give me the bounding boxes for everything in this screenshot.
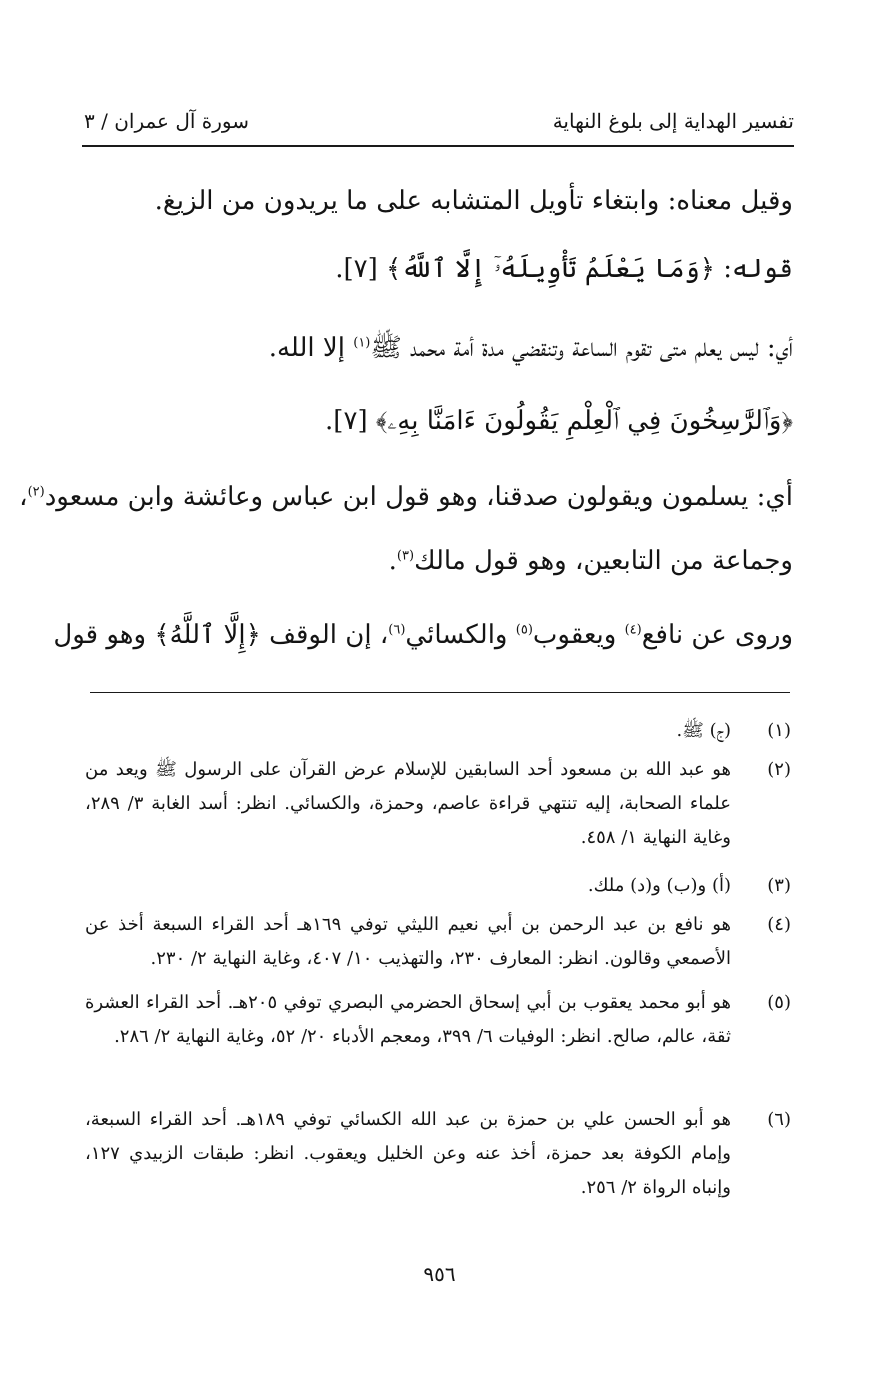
- footnote-4: [85, 908, 791, 976]
- footnote-marker[interactable]: (٥): [515, 622, 533, 638]
- body-text: قوله:: [723, 254, 793, 284]
- body-text: ،: [19, 482, 28, 512]
- verse-reference: [٧].: [335, 254, 378, 284]
- body-text: إلا الله.: [268, 333, 345, 363]
- body-text: أي: يسلمون ويقولون صدقنا، وهو قول ابن عباس وعائشة وابن مسعود: [44, 482, 793, 512]
- body-line-3: [87, 333, 793, 364]
- body-text: ، إن الوقف: [269, 620, 389, 650]
- body-text: أي: ليس يعلم متى تقوم الساعة وتنقضي مدة أمة محمد ﷺ: [370, 333, 793, 363]
- footnote-number: (٤): [767, 914, 791, 935]
- body-line-6: [87, 546, 793, 577]
- footnote-text: (أ) و(ب) و(د) ملك.: [587, 875, 731, 896]
- footnote-marker[interactable]: (٣): [396, 548, 415, 564]
- footnote-number: (٥): [767, 992, 791, 1013]
- body-line-4: [87, 406, 793, 437]
- quran-verse: ﴿وَٱلرَّٰسِخُونَ فِي ٱلْعِلْمِ يَقُولُونَ ءَامَنَّا بِهِۦ﴾: [375, 406, 793, 436]
- footnote-text: (ج) ﷺ.: [676, 720, 731, 741]
- body-text: ويعقوب: [532, 620, 617, 650]
- footnote-2: [85, 753, 791, 855]
- body-text: وهو قول: [53, 620, 147, 650]
- footnote-number: (٢): [767, 759, 791, 780]
- footnote-marker[interactable]: (٦): [388, 622, 406, 638]
- footnote-number: (٦): [767, 1109, 791, 1130]
- footnote-3: [85, 869, 791, 903]
- quran-verse: ﴿إِلَّا ٱللَّهُ﴾: [154, 620, 261, 650]
- page-number: ٩٥٦: [423, 1262, 456, 1286]
- running-header: [82, 103, 794, 147]
- footnote-1: [85, 714, 791, 748]
- footnote-separator: [90, 692, 790, 693]
- body-text: وقيل معناه: وابتغاء تأويل المتشابه على ما يريدون من الزيغ.: [154, 186, 793, 216]
- body-line-2: [87, 254, 793, 285]
- footnote-5: [85, 986, 791, 1054]
- book-title: تفسير الهداية إلى بلوغ النهاية: [552, 109, 794, 133]
- footnote-text: هو أبو محمد يعقوب بن أبي إسحاق الحضرمي البصري توفي ٢٠٥هـ. أحد القراء العشرة ثقة، عالم، صالح. انظر: الوفيات ٦/ ٣٩٩، ومعجم الأدباء ٢٠/ ٥٢، وغاية النهاية ٢/ ٢٨٦.: [85, 992, 732, 1047]
- body-text: .: [388, 546, 397, 576]
- footnote-number: (٣): [767, 875, 791, 896]
- footnote-marker[interactable]: (١): [353, 335, 371, 351]
- footnote-text: هو نافع بن عبد الرحمن بن أبي نعيم الليثي توفي ١٦٩هـ أحد القراء السبعة أخذ عن الأصمعي وقالون. انظر: المعارف ٢٣٠، والتهذيب ١٠/ ٤٠٧، وغاية النهاية ٢/ ٢٣٠.: [85, 914, 731, 969]
- body-line-1: [87, 186, 793, 217]
- body-text: وروى عن نافع: [641, 620, 793, 650]
- body-line-5: [19, 482, 793, 513]
- footnote-number: (١): [767, 720, 791, 741]
- footnote-marker[interactable]: (٤): [624, 622, 642, 638]
- body-line-7: [53, 620, 793, 651]
- quran-verse: ﴿وَمَا يَعْلَمُ تَأْوِيلَهُۥٓ إِلَّا ٱللَّهُ﴾: [386, 254, 716, 284]
- body-text: وجماعة من التابعين، وهو قول مالك: [414, 546, 793, 576]
- footnote-text: هو عبد الله بن مسعود أحد السابقين للإسلام عرض القرآن على الرسول ﷺ ويعد من علماء الصحابة، إليه تنتهي قراءة عاصم، وحمزة، والكسائي. انظر: أسد الغابة ٣/ ٢٨٩، وغاية النهاية ١/ ٤٥٨.: [85, 759, 731, 848]
- body-text: والكسائي: [405, 620, 508, 650]
- verse-reference: [٧].: [325, 406, 368, 436]
- footnote-6: [85, 1103, 791, 1205]
- surah-section: سورة آل عمران / ٣: [84, 109, 250, 133]
- footnote-marker[interactable]: (٢): [27, 484, 45, 500]
- footnote-text: هو أبو الحسن علي بن حمزة بن عبد الله الكسائي توفي ١٨٩هـ. أحد القراء السبعة، وإمام الكوفة بعد حمزة، أخذ عنه وعن الخليل ويعقوب. انظر: طبقات الزبيدي ١٢٧، وإنباه الرواة ٢/ ٢٥٦.: [85, 1109, 731, 1198]
